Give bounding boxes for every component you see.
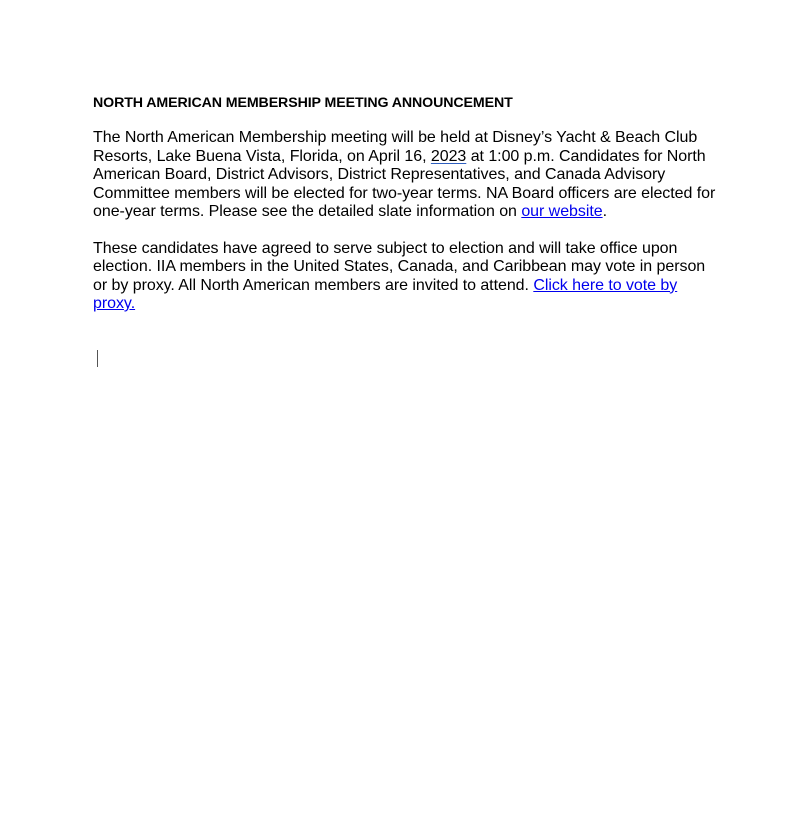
meeting-details-paragraph	[93, 129, 718, 222]
text-cursor	[97, 350, 98, 367]
our-website-link[interactable]: our website	[521, 203, 603, 220]
announcement-title: NORTH AMERICAN MEMBERSHIP MEETING ANNOUNCEMENT	[93, 95, 513, 111]
vote-by-proxy-link[interactable]: Click here to vote by proxy.	[93, 276, 678, 312]
date-smart-tag[interactable]: 2023	[430, 147, 467, 165]
paragraph1-text-middle: at 1:00 p.m. Candidates for North American Board, District Advisors, District Representatives, and Canada Advisory Committee members will be elected for two-year terms. NA Board officers are elected for one-year terms. Please see the detailed slate information on	[93, 147, 716, 220]
paragraph1-text-end: .	[602, 203, 607, 220]
paragraph2-text: These candidates have agreed to serve subject to election and will take office upon election. IIA members in the United States, Canada, and Caribbean may vote in person or by proxy. All North American members are invited to attend.	[93, 239, 706, 294]
voting-paragraph	[93, 240, 718, 314]
paragraph1-text-start: The North American Membership meeting will be held at Disney’s Yacht & Beach Club Resorts, Lake Buena Vista, Florida, on April 16,	[93, 129, 698, 165]
document-body	[93, 94, 733, 314]
